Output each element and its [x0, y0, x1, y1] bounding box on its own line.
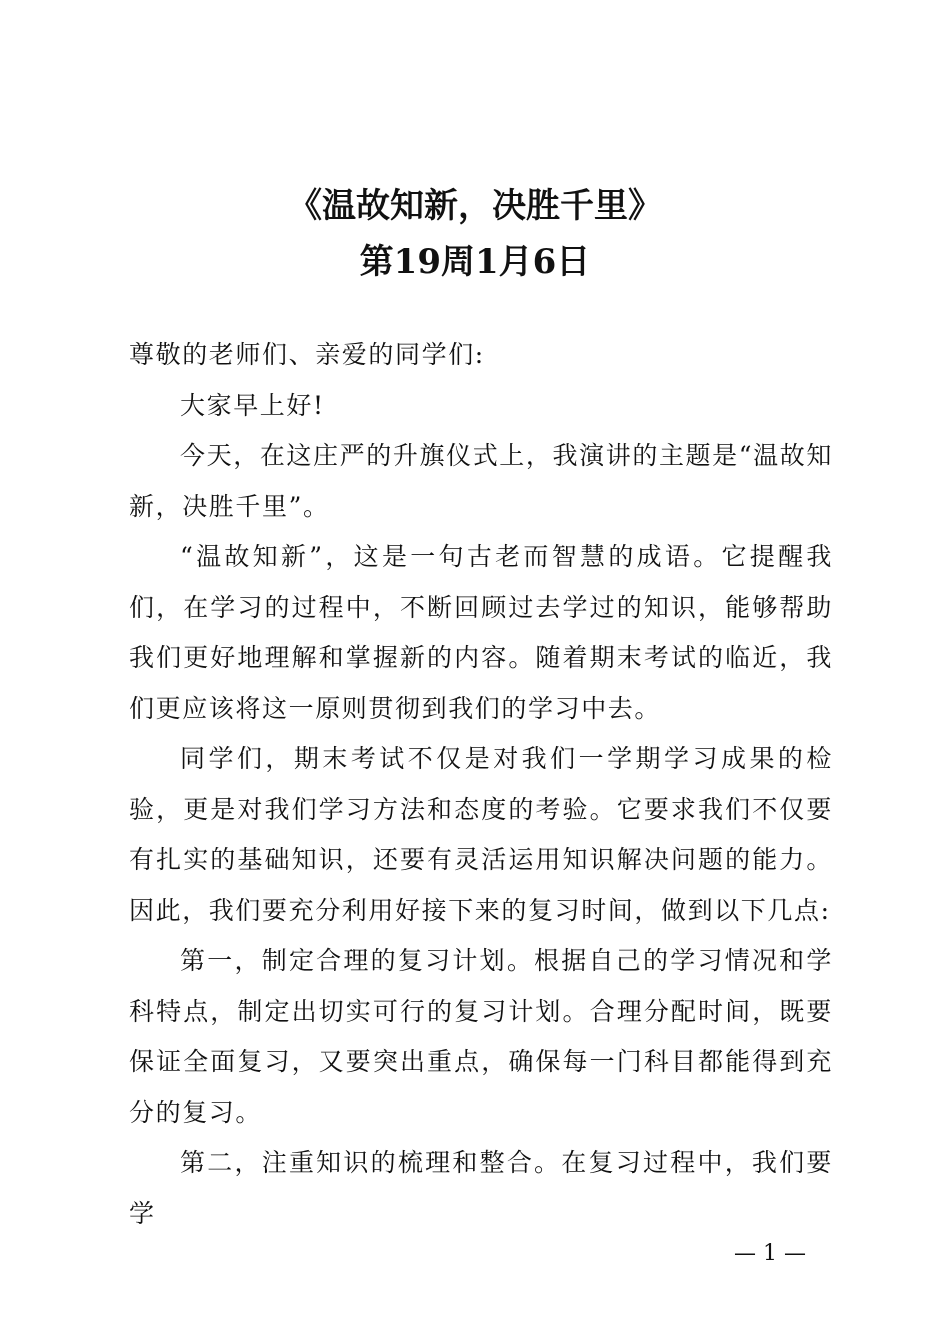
paragraph-2: 今天，在这庄严的升旗仪式上，我演讲的主题是“温故知新，决胜千里”。 [129, 441, 833, 521]
paragraph-4: 同学们，期末考试不仅是对我们一学期学习成果的检验，更是对我们学习方法和态度的考验。它要求我们不仅要有扎实的基础知识，还要有灵活运用知识解决问题的能力。因此，我们要充分利用好接下来的复习时间，做到以下几点: [129, 744, 833, 925]
paragraph-1: 大家早上好! [180, 390, 325, 420]
paragraph-3: “温故知新”，这是一句古老而智慧的成语。它提醒我们，在学习的过程中，不断回顾过去学过的知识，能够帮助我们更好地理解和掌握新的内容。随着期末考试的临近，我们更应该将这一原则贯彻到我们的学习中去。 [129, 542, 833, 723]
body-text [129, 330, 833, 1239]
page-number: — 1 — [734, 1241, 806, 1266]
greeting-line: 尊敬的老师们、亲爱的同学们: [129, 340, 485, 369]
document-date: 第19周1月6日 [359, 242, 591, 282]
title-block [0, 178, 950, 290]
document-title: 《温故知新，决胜千里》 [288, 186, 662, 226]
paragraph-6: 第二，注重知识的梳理和整合。在复习过程中，我们要学 [129, 1148, 833, 1228]
paragraph-5: 第一，制定合理的复习计划。根据自己的学习情况和学科特点，制定出切实可行的复习计划。合理分配时间，既要保证全面复习，又要突出重点，确保每一门科目都能得到充分的复习。 [129, 946, 833, 1127]
